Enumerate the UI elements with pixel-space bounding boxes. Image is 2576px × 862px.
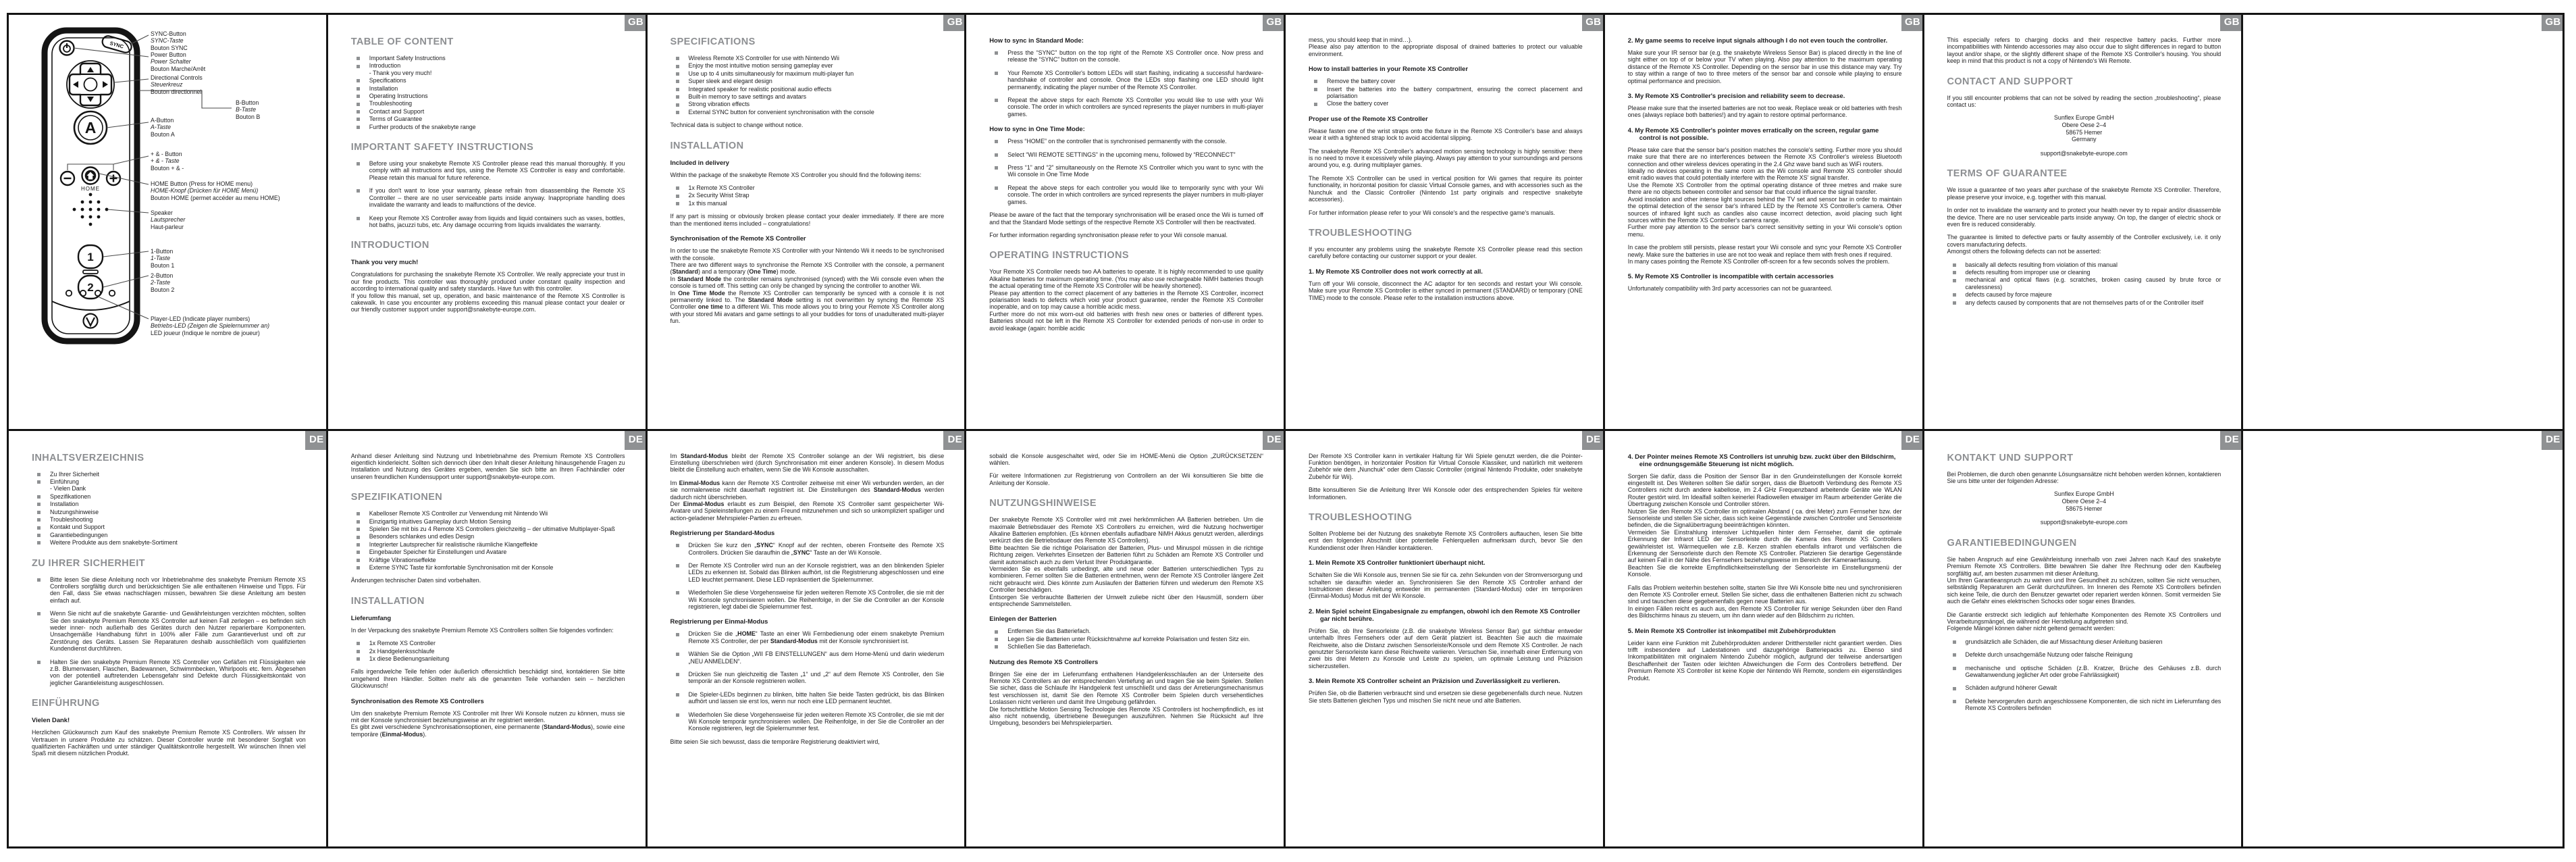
paragraph: Within the package of the snakebyte Remote XS Controller you should find the following items:: [670, 171, 922, 178]
page-gb-guarantee: [1924, 15, 2244, 431]
paragraph: Der Remote XS Controller kann in vertikaler Haltung für Wii Spiele genutzt werden, die die Pointer-Funktion benötigen, in horizontaler Position für Virtual Console Klassiker, und natürlich mit weiterem Zubehör wie dem „Nunchuk“ oder dem Classic Controller (original Nintendo Produkte, oder snakebyte Zubehör für Wii).: [1309, 452, 1583, 480]
diagram-label-fr: Haut-parleur: [151, 223, 184, 230]
list-item: Garantiebedingungen: [32, 532, 306, 538]
diagram-label: [151, 30, 244, 51]
page-content: [1309, 453, 1583, 705]
list-item: Troubleshooting: [32, 516, 306, 523]
list-item: Die Spieler-LEDs beginnen zu blinken, bitte halten Sie beide Tasten gedrückt, bis das Blinken aufhört und lassen sie erst los, wenn nur noch eine LED permanent leuchtet.: [671, 691, 945, 705]
page-gb-batteries: [1286, 15, 1605, 431]
page-content: [989, 36, 1263, 332]
list-item: Drücken Sie nun gleichzeitig die Tasten „1“ und „2“ auf dem Remote XS Controller, den Sie temporär an der Konsole registrieren wollen.: [671, 671, 945, 685]
list-item: Installation: [351, 85, 625, 92]
list-item: Built-in memory to save settings and avatars: [671, 93, 945, 100]
paragraph: The snakebyte Remote XS Controller's advanced motion sensing technology is highly sensitive: there is no need to move it excessively while playing. Always pay attention to your surroundings and persons around you, e.g. during multiplayer games.: [1309, 147, 1583, 169]
sync-button-label: SYNC: [109, 40, 125, 50]
diagram-label-de: 2-Taste: [151, 279, 171, 286]
paragraph: Sollten Probleme bei der Nutzung des snakebyte Remote XS Controllers auftauchen, lesen Sie bitte erst den folgenden Abschnitt über potentielle Fehlerquellen aufmerksam durch, bevor Sie den Kundendienst oder Ihren Händler kontaktieren.: [1309, 530, 1583, 551]
sub-heading: Included in delivery: [670, 158, 730, 166]
section-heading: OPERATING INSTRUCTIONS: [989, 250, 1129, 261]
list-item: Before using your snakebyte Remote XS Controller please read this manual thoroughly. If you comply with all instructions and tips, using the Remote XS Controller is easy and comfortable. Please retain this manual for future reference.: [351, 160, 625, 181]
list-item: Entfernen Sie das Batteriefach.: [989, 628, 1263, 634]
lang-tab-gb: GB: [1582, 15, 1605, 31]
bullet-list: [1947, 261, 2222, 306]
paragraph: If you encounter any problems using the snakebyte Remote XS Controller please read this section carefully before contacting our customer support or your dealer.: [1309, 245, 1583, 260]
sub-heading: Synchronisation of the Remote XS Controller: [670, 234, 806, 243]
page-content: [671, 453, 945, 746]
sub-heading: 5. Mein Remote XS Controller ist inkompatibel mit Zubehörprodukten: [1627, 626, 1836, 634]
list-item: Der Remote XS Controller wird nun an der Konsole registriert, was an den blinkenden Spieler LEDs zu erkennen ist. Sobald das Blinken aufhört, ist die Registrierung abgeschlossen und eine LED leuchtet permanent. Diese LED repräsentiert die Spielernummer.: [671, 562, 945, 583]
list-item: Kontakt und Support: [32, 524, 306, 530]
list-item: Press “HOME” on the controller that is synchronised permanently with the console.: [989, 138, 1263, 145]
list-item: Spielen Sie mit bis zu 4 Remote XS Controllers gleichzeitig – der ultimative Multiplayer-Spaß: [351, 526, 625, 532]
page-content: [1947, 36, 2222, 306]
diagram-label-de: Betriebs-LED (Zeigen die Spielernummer an): [151, 322, 270, 330]
centered-block: Sunflex Europe GmbH Obere Oese 2–4 58675 Hemer: [2053, 490, 2114, 512]
paragraph: Falls irgendwelche Teile fehlen oder äußerlich offensichtlich beschädigt sind, kontaktieren Sie bitte umgehend Ihren Händler. Sollten mehr als die genannten Teile vorhanden sein – herzlichen Glückwunsch!: [350, 668, 625, 690]
list-item: basically all defects resulting from violation of this manual: [1947, 261, 2222, 268]
paragraph: Änderungen technischer Daten sind vorbehalten.: [350, 577, 481, 584]
section-heading: IMPORTANT SAFETY INSTRUCTIONS: [350, 142, 534, 153]
list-item: Insert the batteries into the battery compartment, ensuring the correct placement and polarisation: [1309, 86, 1583, 100]
diagram-label-en: Directional Controls: [151, 74, 203, 81]
page-gb-blank: [2243, 15, 2562, 431]
diagram-label-fr: Bouton + & -: [151, 164, 184, 172]
sub-heading: 2. Mein Spiel scheint Eingabesignale zu empfangen, obwohl ich den Remote XS Controller gar nicht berühre.: [1309, 607, 1581, 622]
paragraph: For further information regarding synchronisation please refer to your Wii console manual.: [989, 231, 1228, 238]
lang-tab-de: DE: [2542, 431, 2562, 450]
list-item: Repeat the above steps for each controller you would like to temporarily sync with your Wii console. The order in which controllers are synced represents the player numbers in multi-player games.: [989, 184, 1263, 205]
list-item: Terms of Guarantee: [351, 116, 625, 122]
lang-tab-gb: GB: [943, 15, 966, 31]
paragraph: Die Garantie erstreckt sich lediglich auf fehlerhafte Komponenten des Remote XS Controllers und Verarbeitungsmängel, die während der Herstellung aufgetreten sind. Folgende Mängel können daher nicht geltend gemacht werden:: [1947, 611, 2222, 632]
paragraph: Anhand dieser Anleitung sind Nutzung und Inbetriebnahme des Premium Remote XS Controllers eigentlich kinderleicht. Sollten sich dennoch über den Inhalt dieser Anleitung hinausgehende Fragen zu Installation und Nutzung des Gerätes ergeben, wenden Sie sich bitte an Ihren Fachhändler oder unseren freundlichen Kundensupport unter support@snakebyte-europe.com.: [350, 452, 625, 480]
diagram-label-en: Power Button: [151, 51, 186, 58]
paragraph: Schalten Sie die Wii Konsole aus, trennen Sie sie für ca. zehn Sekunden von der Stromversorgung und schalten sie daraufhin wieder an. Synchronisieren Sie den Remote XS Controller anhand der Instruktionen dieser Anleitung entweder im permanenten (Standard-Modus) oder im temporären (Einmal-Modus) Modus mit der Wii Konsole.: [1309, 572, 1583, 600]
diagram-label: [151, 180, 326, 201]
diagram-label-fr: Bouton 2: [151, 286, 175, 293]
section-heading: INSTALLATION: [350, 595, 425, 607]
page-content: [32, 453, 306, 757]
list-item: Select “WII REMOTE SETTINGS” in the upcoming menu, followed by “RECONNECT”: [989, 151, 1263, 158]
page-content: [989, 453, 1263, 727]
diagram-label: [151, 117, 244, 138]
lang-tab-de: DE: [625, 431, 648, 450]
list-item: grundsätzlich alle Schäden, die auf Missachtung dieser Anleitung basieren: [1947, 638, 2222, 645]
section-heading: CONTACT AND SUPPORT: [1947, 76, 2073, 87]
section-heading: NUTZUNGSHINWEISE: [989, 498, 1097, 509]
list-item: Wenn Sie nicht auf die snakebyte Garantie- und Gewährleistungen verzichten möchten, sollten Sie den snakebyte Premium Remote XS Controller auf keinen Fall zerlegen – es befinden sich weder inner- noch außerhalb des Gerätes durch den Nutzer reparierbare Komponenten. Unsachgemäße Handhabung führt in 100% aller Fälle zum Garantieverlust und oft zur Zerstörung des Geräts. Lassen Sie Reparaturen deshalb ausschließlich vom qualifizierten Kundendienst durchführen.: [32, 610, 306, 652]
list-item: 1x this manual: [671, 200, 945, 207]
list-item: Your Remote XS Controller's bottom LEDs will start flashing, indicating a successful hardware-handshake of controller and console. Once the LEDs stop flashing one LED should light permanently, indicating the player number of the Remote XS Controller.: [989, 70, 1263, 91]
list-item: Halten Sie den snakebyte Premium Remote XS Controller von Gefäßen mit Flüssigkeiten wie z.B. Blumenvasen, Flaschen, Badewannen, Schwimmbecken, Whirlpools etc. fern. Abgesehen von der potentiell auftretenden Lebensgefahr sind Defekte durch Flüssigkeitskontakt von jeglicher Garantieleistung ausgeschlossen.: [32, 659, 306, 687]
paragraph: Um den snakebyte Premium Remote XS Controller mit Ihrer Wii Konsole nutzen zu können, muss sie mit der Konsole synchronisiert beziehungsweise an ihr registriert werden. Es gibt zwei verschiedene Synchronisationsoptionen, eine permanente (Standard-Modus), sowie eine temporäre (Einmal-Modus).: [350, 709, 625, 738]
list-item: Keep your Remote XS Controller away from liquids and liquid containers such as vases, bottles, hot baths, jacuzzi tubs, etc. Any damage occurring from liquids invalidates the warranty.: [351, 215, 625, 229]
section-heading: TABLE OF CONTENT: [350, 36, 454, 47]
list-item: Einzigartig intuitives Gameplay durch Motion Sensing: [351, 518, 625, 525]
brand-logo-icon: [84, 314, 98, 328]
section-heading: ZU IHRER SICHERHEIT: [32, 557, 145, 569]
page-content: [1309, 36, 1583, 301]
section-heading: TERMS OF GUARANTEE: [1947, 168, 2068, 180]
paragraph: The guarantee is limited to defective parts or faulty assembly of the Controller exclusively, i.e. it only covers manufacturing defects. Amongst others the following defects can not be asserted:: [1947, 234, 2222, 255]
page-de-toc: [9, 431, 328, 847]
section-heading: INSTALLATION: [670, 140, 744, 151]
list-item: Einführung - Vielen Dank: [32, 478, 306, 492]
list-item: Legen Sie die Batterien unter Rücksichtnahme auf korrekte Polarisation und festen Sitz ein.: [989, 636, 1263, 642]
diagram-label-fr: Bouton Marche/Arrêt: [151, 65, 206, 72]
list-item: If you don't want to lose your warranty, please refrain from disassembling the Remote XS Controller – there are no user serviceable parts inside anyway. Inappropriate handling does invalidate the warranty and leads to malfunctions of the device.: [351, 187, 625, 208]
bullet-list: [351, 160, 625, 228]
lang-tab-gb: GB: [2220, 15, 2243, 31]
paragraph: Bei Problemen, die durch oben genannte Lösungsansätze nicht behoben werden können, kontaktieren Sie uns bitte unter der folgenden Adresse:: [1947, 470, 2222, 484]
sub-heading: 2. My game seems to receive input signals although I do not even touch the controller.: [1627, 36, 1888, 44]
sub-heading: Registrierung per Standard-Modus: [670, 529, 775, 537]
diagram-label: [151, 209, 244, 230]
centered-block: support@snakebyte-europe.com: [2040, 519, 2128, 526]
sub-heading: Lieferumfang: [350, 613, 392, 622]
sub-heading: Proper use of the Remote XS Controller: [1309, 114, 1428, 122]
diagram-label-en: A-Button: [151, 117, 174, 124]
dpad-icon: [67, 61, 114, 108]
list-item: Contact and Support: [351, 108, 625, 115]
paragraph: Sorgen Sie dafür, dass die Position der Sensor Bar in den Grundeinstellungen der Konsole korrekt eingestellt ist. Des Weiteren sollten Sie dafür sorgen, dass die Bluetooth Verbindung des Remote XS Controllers nicht durch andere kabellose, im 2.4 GHz Frequenzband arbeitende Geräte wie WLAN Router gestört wird. Im Idealfall sollten keinerlei Radiowellen etwaiger im Raum arbeitender Geräte die Übertragung zwischen Konsole und Controller stören. Nutzen Sie den Remote XS Controller im optimalen Abstand ( ca. drei Meter) zum Fernseher bzw. der Sensorleiste und stellen Sie sicher, dass sich keine Gegenstände zwischen Controller und Sensorleiste befinden, die die Signalübertragung beeinträchtigen könnten. Vermeiden Sie Einstrahlung intensiver Lichtquellen hinter dem Fernseher, damit die optimale Erkennung der Infrarot LED der Sensorleiste durch die Kamera des Remote XS Controllers gewährleistet ist. Wärmequellen wie z.B. Kerzen strahlen ebenfalls infrarot und verfälschen die Erkennung der Sensorleiste durch den Remote XS Controller. Platzieren Sie derartige Gegenstände auf keinen Fall in der Nähe des Fernsehers beziehungsweise im Bereich der Kameraerfassung. Beachten Sie die korrekte Empfindlichkeitseinstellung der Sensorleiste im Einstellungsmenü der Konsole.: [1627, 472, 1902, 578]
list-item: mechanical and optical flaws (e.g. scratches, broken casing caused by brute force or carelessness): [1947, 276, 2222, 290]
centered-block: support@snakebyte-europe.com: [2040, 149, 2128, 157]
diagram-label-de: Steuerkreuz: [151, 81, 183, 88]
paragraph: Bringen Sie eine der im Lieferumfang enthaltenen Handgelenksschlaufen an der Unterseite des Remote XS Controllers an der entsprechenden Vertiefung an und tragen Sie sie beim Spielen. Stellen Sie sicher, dass die Schlaufe Ihr Handgelenk fest umschließt und dass der Arretierungsmechanismus fest verschlossen ist, damit Sie den Remote XS Controller beim Spielen durch versehentliches Loslassen nicht verlieren und damit Ihre Umgebung gefährden. Die fortschrittliche Motion Sensing Technologie des Remote XS Controllers ist hochempfindlich, es ist also nicht notwendig, übertriebene Bewegungen auszuführen. Nehmen Sie Rücksicht auf Ihre Umgebung, besonders bei Mehrspielerpartien.: [989, 670, 1263, 727]
list-item: Integrierter Lautsprecher für realistische räumliche Klangeffekte: [351, 541, 625, 548]
paragraph: Bitte konsultieren Sie die Anleitung Ihrer Wii Konsole oder des entsprechenden Spieles für weitere Informationen.: [1309, 486, 1583, 501]
bullet-list: [989, 628, 1263, 650]
paragraph: Der snakebyte Remote XS Controller wird mit zwei herkömmlichen AA Batterien betrieben. Um die maximale Betriebsdauer des Remote XS Controllers zu erreichen, wird die Nutzung hochwertiger Alkaline Batterien empfohlen. (Es können ebenfalls aufladbare NiMH Akkus genutzt werden, allerdings verkürzt dies die Betriebsdauer des Remote XS Controllers). Bitte beachten Sie die richtige Polarisation der Batterien, Plus- und Minuspol müssen in die richtige Richtung zeigen. Verkehrtes Einsetzen der Batterien führt zu Schäden am Remote XS Controller und damit automatisch auch zu dem Verlust Ihrer Produktgarantie. Vermeiden Sie es ebenfalls unbedingt, alte und neue oder Batterien unterschiedlichen Typs zu kombinieren. Ferner sollten Sie die Batterien entnehmen, wenn der Remote XS Controller längere Zeit nicht gebraucht wird. Dies könnte zum Auslaufen der Batterien führen und wiederum den Remote XS Controller beschädigen. Entsorgen Sie verbrauchte Batterien der Umwelt zuliebe nicht über den Hausmüll, sondern über entsprechende Sammelstellen.: [989, 516, 1263, 607]
paragraph: For further information please refer to your Wii console's and the respective game's manuals.: [1309, 209, 1555, 216]
paragraph: Im Standard-Modus bleibt der Remote XS Controller solange an der Wii registriert, bis diese Einstellung überschrieben wird (durch Synchronisation mit einer anderen Konsole). In diesem Modus bleibt die Einstellung auch erhalten, wenn Sie die Wii Konsole ausschalten.: [670, 452, 945, 474]
diagram-label-de: + & - Taste: [151, 157, 180, 165]
button-2-glyph: 2: [87, 281, 94, 294]
section-heading: TROUBLESHOOTING: [1309, 511, 1413, 523]
section-heading: GARANTIEBEDINGUNGEN: [1947, 537, 2077, 549]
list-item: Schäden aufgrund höherer Gewalt: [1947, 684, 2222, 691]
list-item: Drücken Sie die „HOME“ Taste an einer Wii Fernbedienung oder einem snakebyte Premium Remote XS Controller, der per Standard-Modus mit der Konsole synchronisiert ist.: [671, 630, 945, 644]
list-item: Use up to 4 units simultaneously for maximum multi-player fun: [671, 70, 945, 77]
paragraph: mess, you should keep that in mind…). Please also pay attention to the appropriate disposal of drained batteries to protect our valuable environment.: [1309, 36, 1583, 57]
diagram-label-de: 1-Taste: [151, 255, 171, 262]
paragraph: Your Remote XS Controller needs two AA batteries to operate. It is highly recommended to use quality Alkaline batteries for maximum operating time. (You may also use rechargeable NiMH batteries though the actual operating time of the Remote XS Controller will be heavily shortened). Please pay attention to the correct placement of any batteries in the Remote XS Controller, incorrect polarisation leads to defects which void your product guarantee, render the Remote XS Controller inoperable, and on top may cause a horrible acidic mess. Further more do not mix worn-out old batteries with fresh new ones or batteries of different types. Batteries should not be left in the Remote XS Controller for extended periods of non-use in order to avoid leakage (again: horrible acidic: [989, 268, 1263, 332]
minus-button-icon: [61, 172, 74, 185]
list-item: Strong vibration effects: [671, 101, 945, 107]
speaker-grill-icon: [73, 193, 109, 226]
list-item: defects resulting from improper use or cleaning: [1947, 269, 2222, 276]
list-item: Super sleek and elegant design: [671, 78, 945, 84]
diagram-label: [151, 248, 244, 269]
paragraph: In order to use the snakebyte Remote XS Controller with your Nintendo Wii it needs to be synchronised with the console. There are two different ways to synchronise the Remote XS Controller with the console, a permanent (Standard) and a temporary (One Time) mode. In Standard Mode the controller remains synchronised (synced) with the Wii console even when the console is turned off. This setting can only be changed by syncing the controller to another Wii. In One Time Mode the Remote XS Controller can temporarily be synced with a console it is not permanently linked to. The Standard Mode setting is not overwritten by syncing the Remote XS Controller one time to a different Wii. This mode allows you to bring your Remote XS Controller along with your stored Mii avatars and game settings to all your buddies for tons of unadulterated multi-player fun.: [670, 247, 945, 325]
list-item: Nutzungshinweise: [32, 509, 306, 515]
diagram-label: [151, 315, 326, 336]
list-item: Specifications: [351, 77, 625, 84]
diagram-label-fr: Bouton A: [151, 130, 175, 138]
sub-heading: 3. My Remote XS Controller's precision and reliability seem to decrease.: [1627, 92, 1845, 100]
diagram-label-de: B-Taste: [236, 106, 256, 113]
list-item: Troubleshooting: [351, 100, 625, 107]
page-de-specs: [328, 431, 648, 847]
paragraph: If you still encounter problems that can not be solved by reading the section „troubleshooting“, please contact us:: [1947, 94, 2222, 109]
button-1-glyph: 1: [87, 251, 94, 263]
diagram-label-fr: Bouton SYNC: [151, 44, 188, 51]
diagram-label: [151, 272, 244, 293]
bullet-list: [671, 630, 945, 732]
section-heading: INTRODUCTION: [350, 240, 429, 251]
sub-heading: 3. Mein Remote XS Controller scheint an Präzision und Zuverlässigkeit zu verlieren.: [1309, 677, 1560, 685]
list-item: Besonders schlankes und edles Design: [351, 533, 625, 540]
diagram-label-de: SYNC-Taste: [151, 37, 184, 45]
list-item: any defects caused by components that are not themselves parts of or the Controller itself: [1947, 299, 2222, 306]
paragraph: Leider kann eine Funktion mit Zubehörprodukten anderer Dritthersteller nicht garantiert werden. Dies trifft insbesondere auf Ladestationen und dazugehörige Batteriepacks zu. Ebenso sind Inkompatibilitäten mit originalem Nintendo Zubehör möglich, aufgrund der teilweise andersartigen Beschaffenheit der Tasten oder leichten Abweichungen die Form des Controllers betreffend. Der Premium Remote XS Controller ist keine Kopie der Nintendo Wii Remote, sondern ein eigenständiges Produkt.: [1627, 639, 1902, 682]
list-item: Zu Ihrer Sicherheit: [32, 471, 306, 478]
paragraph: Sie haben Anspruch auf eine Gewährleistung innerhalb von zwei Jahren nach Kauf des snakebyte Premium Remote XS Controllers. Bitte bewahren Sie daher Ihre Rechnung oder den Kaufbeleg sorgfältig auf, am besten zusammen mit dieser Anleitung. Um Ihren Garantieanspruch zu wahren und Ihre Gesundheit zu schützen, sollten Sie nicht versuchen, selbständig Reparaturen am Gerät durchzuführen. Im Inneren des Remote XS Controllers befinden sich keine Teile, die durch den Benutzer gewartet oder repariert werden können. Somit vermeiden Sie auch die Gefahr eines elektrischen Schocks oder sogar eines Brandes.: [1947, 555, 2222, 605]
sub-heading: 1. My Remote XS Controller does not work correctly at all.: [1309, 267, 1483, 275]
diagram-label: [236, 99, 328, 120]
a-button-glyph: A: [84, 119, 97, 136]
diagram-label-en: 2-Button: [151, 272, 174, 279]
paragraph: Please be aware of the fact that the temporary synchronisation will be erased once the Wii is turned off and that the Standard Mode settings of the respective Remote XS Controller will then be reactivated.: [989, 211, 1263, 226]
centered-block: Sunflex Europe GmbH Obere Oese 2–4 58675 Hemer Germany: [2053, 114, 2114, 143]
paragraph: Please make sure that the inserted batteries are not too weak. Replace weak or old batteries with fresh ones (always replace both batteries!) and try again to restore optimal performance.: [1627, 105, 1902, 119]
lang-tab-gb: GB: [2542, 15, 2562, 31]
manual-sheet: [7, 13, 2565, 848]
sub-heading: 5. My Remote XS Controller is incompatible with certain accessories: [1627, 272, 1834, 280]
plus-button-icon: [107, 172, 120, 185]
section-heading: TROUBLESHOOTING: [1309, 227, 1413, 238]
list-item: 2x Security Wrist Strap: [671, 192, 945, 199]
list-item: mechanische und optische Schäden (z.B. Kratzer, Brüche des Gehäuses z.B. durch Gewaltanwendung jeglicher Art oder grobe Fahrlässigkeit): [1947, 665, 2222, 679]
page-content: [351, 36, 625, 313]
diagram-label-en: Speaker: [151, 209, 173, 216]
list-item: Drücken Sie kurz den „SYNC“ Knopf auf der rechten, oberen Frontseite des Remote XS Controllers. Drücken Sie daraufhin die „SYNC“ Taste an der Wii Konsole.: [671, 542, 945, 556]
list-item: 1x diese Bedienungsanleitung: [351, 655, 625, 662]
home-button-label: HOME: [81, 186, 100, 192]
page-gb-specs: [648, 15, 967, 431]
paragraph: This especially refers to charging docks and their respective battery packs. Further more incompatibilities with Nintendo accessories may also occur due to slight differences in regard to button layout and/or shape, or the slightly different shape of the Remote XS Controller's housing. You should keep in mind that this product is not a copy of Nintendo's Wii Remote.: [1947, 36, 2222, 65]
list-item: Installation: [32, 501, 306, 507]
paragraph: In der Verpackung des snakebyte Premium Remote XS Controllers sollten Sie folgendes vorfinden:: [350, 626, 614, 634]
diagram-label: [151, 51, 244, 72]
list-item: Spezifikationen: [32, 493, 306, 500]
list-item: defects caused by force majeure: [1947, 291, 2222, 298]
page-content: [671, 36, 945, 325]
paragraph: Make sure your IR sensor bar (e.g. the snakebyte Wireless Sensor Bar) is placed directly in the line of sight either on top of or below your TV when playing. Also pay attention to the maximum operating distance of the Remote XS Controller. Depending on the sensor bar in use this distance may vary. Try to stay within a range of two to three meters of the sensor bar and console while playing to ensure optimal performance and precision.: [1627, 49, 1902, 84]
page-de-blank: [2243, 431, 2562, 847]
paragraph: In case the problem still persists, please restart your Wii console and sync your Remote XS Controller newly. Make sure the batteries in use are not too weak and replace them with fresh ones if required. In many cases pointing the Remote XS Controller off-screen for a few seconds solves the problem.: [1627, 244, 1902, 265]
diagram-label: [151, 74, 244, 95]
bullet-list: [351, 55, 625, 130]
paragraph: Unfortunately compatibility with 3rd party accessories can not be guaranteed.: [1627, 285, 1833, 293]
paragraph: In order not to invalidate the warranty and to protect your health never try to repair and/or disassemble the device. There are no user serviceable parts inside anyway. On top, the danger of electric shock or even fire is reduced considerably.: [1947, 207, 2222, 228]
sub-heading: How to sync in One Time Mode:: [989, 125, 1085, 133]
section-heading: EINFÜHRUNG: [32, 698, 100, 709]
paragraph: Please take care that the sensor bar's position matches the console's setting. Further more you should make sure that there are no interferences between the Remote XS Controller's wireless Bluetooth connection and other wireless devices operating in the 2.4 Ghz wave band such as WiFi routers. Ideally no devices operating in the same room as the Wii console and Remote XS controller should emit radio waves that could potentially interfere with the Remote XS' signal transfer. Use the Remote XS Controller from the optimal operating distance of three metres and make sure there are no objects between controller and sensor bar that could influence the signal transfer. Avoid insolation and other intense light sources behind the TV set and sensor bar in order to maintain the optimal detection of the sensor bar's infrared LED by the Remote XS Controller's camera. Other sources of infrared light such as candles also cause incorrect detection, avoid placing such light sources within the Remote XS Controller's camera range. Further more pay attention to the sensor bar's correct sensitivity setting in your Wii console's option menu.: [1627, 146, 1902, 238]
list-item: Integrated speaker for realistic positional audio effects: [671, 86, 945, 93]
list-item: Eingebauter Speicher für Einstellungen und Avatare: [351, 549, 625, 555]
bullet-list: [351, 640, 625, 662]
page-gb-troubleshooting: [1605, 15, 1924, 431]
list-item: Close the battery cover: [1309, 100, 1583, 107]
sub-heading: 4. Der Pointer meines Remote XS Controllers ist unruhig bzw. zuckt über den Bildschirm, eine ordnungsgemäße Steuerung ist nicht möglich.: [1627, 452, 1896, 467]
paragraph: Für weitere Informationen zur Registrierung von Controllern an der Wii konsultieren Sie bitte die Anleitung der Konsole.: [989, 472, 1263, 486]
lang-tab-de: DE: [2220, 431, 2243, 450]
paragraph: Bitte seien Sie sich bewusst, dass die temporäre Registrierung deaktiviert wird,: [670, 738, 880, 745]
bullet-list: [32, 471, 306, 547]
paragraph: Turn off your Wii console, disconnect the AC adaptor for ten seconds and restart your Wii console. Make sure your Remote XS Controller is either synced in permanent (STANDARD) or temporary (ONE TIME) mode to the console. Please refer to the installation instructions above.: [1309, 280, 1583, 301]
list-item: Press “1” and “2” simultaneously on the Remote XS Controller which you want to sync with the Wii console in One Time Mode: [989, 164, 1263, 178]
diagram-label-en: 1-Button: [151, 248, 174, 255]
paragraph: Technical data is subject to change without notice.: [670, 122, 804, 129]
paragraph: Falls das Problem weiterhin bestehen sollte, starten Sie Ihre Wii Konsole bitte neu und synchronisieren den Remote XS Controller erneut. Stellen Sie sicher, dass die enthaltenen Batterien nicht zu schwach sind und tauschen diese gegebenenfalls gegen neue Batterien aus. In einigen Fällen reicht es auch aus, den Remote XS Controller für wenige Sekunden über den Rand des Bildschirms hinaus zu steuern, um ihn dann wieder auf den Bildschirm zu richten.: [1627, 584, 1902, 619]
page-content: [351, 453, 625, 738]
diagram-label-de: A-Taste: [151, 124, 171, 131]
lang-tab-de: DE: [1901, 431, 1924, 450]
diagram-label-de: Lautsprecher: [151, 216, 186, 224]
paragraph: Prüfen Sie, ob Ihre Sensorleiste (z.B. die snakebyte Wireless Sensor Bar) gut sichtbar entweder unterhalb Ihres Fernsehers oder auf dem Gerät platziert ist. Beachten Sie auch die maximale Reichweite, also die Distanz zwischen Sensorleiste/Konsole und dem Remote XS Controller. Je nach genutzter Sensorleiste kann diese Reichweite variieren. Versuchen Sie, innerhalb einer Entfernung von zwei bis drei Metern zu Konsole und Leiste zu spielen, um optimale Leistung und Präzision sicherzustellen.: [1309, 627, 1583, 669]
paragraph: Herzlichen Glückwunsch zum Kauf des snakebyte Premium Remote XS Controllers. Wir wissen Ihr Vertrauen in unsere Produkte zu schätzen. Dieser Controller wurde mit besonderer Sorgfalt von qualifizierten Fachkräften und unter ständiger Qualitätskontrolle hergestellt. Wir wünschen Ihnen viel Spaß mit diesem nützlichen Produkt.: [32, 729, 306, 757]
list-item: Wireless Remote XS Controller for use with Nintendo Wii: [671, 55, 945, 61]
list-item: 1x Remote XS Controller: [351, 640, 625, 646]
sub-heading: Nutzung des Remote XS Controllers: [989, 657, 1099, 665]
page-content: [1628, 453, 1902, 682]
page-de-usage: [966, 431, 1286, 847]
bullet-list: [351, 510, 625, 571]
paragraph: sobald die Konsole ausgeschaltet wird, oder Sie im HOME-Menü die Option „ZURÜCKSETZEN“ wählen.: [989, 452, 1263, 466]
lang-tab-de: DE: [943, 431, 966, 450]
sub-heading: Einlegen der Batterien: [989, 615, 1057, 623]
diagram-label-fr: Bouton HOME (permet accéder au menu HOME): [151, 194, 280, 201]
diagram-label-en: SYNC-Button: [151, 30, 186, 37]
lang-tab-de: DE: [1582, 431, 1605, 450]
diagram-label-en: + & - Button: [151, 151, 182, 157]
section-heading: INHALTSVERZEICHNIS: [32, 452, 144, 463]
diagram-label-fr: Bouton 1: [151, 261, 175, 269]
list-item: Operating Instructions: [351, 93, 625, 99]
lang-tab-gb: GB: [1901, 15, 1924, 31]
list-item: Repeat the above steps for each Remote XS Controller you would like to use with your Wii console. The order in which controllers are synced represents the player numbers in multi-player games.: [989, 97, 1263, 118]
bullet-list: [1309, 78, 1583, 107]
list-item: Weitere Produkte aus dem snakebyte-Sortiment: [32, 539, 306, 546]
page-de-guarantee: [1924, 431, 2244, 847]
list-item: Important Safety Instructions: [351, 55, 625, 61]
paragraph: We issue a guarantee of two years after purchase of the snakebyte Remote XS Controller. Therefore, please preserve your invoice, e.g. together with this manual.: [1947, 186, 2222, 201]
list-item: Defekte durch unsachgemäße Nutzung oder falsche Reinigung: [1947, 651, 2222, 658]
lang-tab-gb: GB: [1263, 15, 1286, 31]
list-item: Wiederholen Sie diese Vorgehensweise für jeden weiteren Remote XS Controller, die sie mit der Wii Konsole synchronisieren wollen. Die Reihenfolge, in der Sie die Controller an der Konsole registrieren, legt dabei die Spielernummer fest.: [671, 589, 945, 610]
diagram-label-en: B-Button: [236, 99, 259, 106]
bullet-list: [1947, 638, 2222, 712]
list-item: Remove the battery cover: [1309, 78, 1583, 84]
list-item: Kabelloser Remote XS Controller zur Verwendung mit Nintendo Wii: [351, 510, 625, 517]
sub-heading: 4. My Remote XS Controller's pointer moves erratically on the screen, regular game control is not possible.: [1627, 126, 1879, 141]
list-item: Enjoy the most intuitive motion sensing gameplay ever: [671, 62, 945, 69]
bullet-list: [671, 542, 945, 610]
diagram-label-fr: Bouton directionnel: [151, 88, 202, 95]
paragraph: Im Einmal-Modus kann der Remote XS Controller zeitweise mit einer Wii verbunden werden, an der sie normalerweise nicht dauerhaft registriert ist. Die Einstellungen des Standard-Modus werden dadurch nicht überschrieben. Der Einmal-Modus erlaubt es zum Beispiel, den Remote XS Controller samt gespeicherter Wii-Avatare und Spieleinstellungen zu einem Freund mitzunehmen und sich so unkompliziert spaßiger und action-geladener Mehrspieler-Partien zu erfreuen.: [670, 479, 945, 522]
paragraph: Congratulations for purchasing the snakebyte Remote XS Controller. We really appreciate your trust in our fine products. This controller was thoroughly produced under constant quality inspection and according to international quality and safety standards. Have fun with this controller. If you follow this manual, set up, operation, and basic maintenance of the Remote XS Controller is cakewalk. In case you encounter any problems exceeding this manual please contact your dealer or our friendly customer support under support@snakebyte-europe.com.: [350, 271, 625, 313]
page-content: [1947, 453, 2222, 712]
sub-heading: Vielen Dank!: [32, 716, 70, 724]
list-item: External SYNC button for convenient synchronisation with the console: [671, 109, 945, 116]
lang-tab-de: DE: [305, 431, 328, 450]
sub-heading: Registrierung per Einmal-Modus: [670, 617, 768, 626]
lang-tab-gb: GB: [625, 15, 648, 31]
bullet-list: [989, 49, 1263, 118]
list-item: Press the “SYNC” button on the top right of the Remote XS Controller once. Now press and release the “SYNC” button on the console.: [989, 49, 1263, 64]
bullet-list: [671, 55, 945, 116]
list-item: Introduction - Thank you very much!: [351, 62, 625, 76]
bullet-list: [32, 576, 306, 687]
page-content: [1628, 36, 1902, 293]
paragraph: Prüfen Sie, ob die Batterien verbraucht sind und ersetzen sie diese gegebenenfalls durch neue. Nutzen Sie stets Batterien gleichen Typs und mischen Sie nicht neue und alte Batterien.: [1309, 690, 1583, 704]
paragraph: The Remote XS Controller can be used in vertical position for Wii games that require its pointer functionality, in horizontal position for classic Virtual Console games, and with accessories such as the Nunchuk and the Classic Controller (Nintendo 1st party originals and respective snakebyte accessories).: [1309, 174, 1583, 203]
home-button-icon: [82, 168, 99, 184]
sub-heading: How to install batteries in your Remote XS Controller: [1309, 65, 1468, 73]
bullet-list: [671, 184, 945, 207]
diagram-label-de: HOME-Knopf (Drücken für HOME Menü): [151, 187, 259, 195]
list-item: Kräftige Vibrationseffekte: [351, 557, 625, 563]
lang-tab-de: DE: [1263, 431, 1286, 450]
list-item: 1x Remote XS Controller: [671, 184, 945, 191]
list-item: Wählen Sie die Option „WII FB EINSTELLUNGEN“ aus dem Home-Menü und darin wiederum „NEU ANMELDEN“.: [671, 651, 945, 665]
list-item: Externe SYNC Taste für komfortable Synchronisation mit der Konsole: [351, 564, 625, 571]
paragraph: Please fasten one of the wrist straps onto the fixture in the Remote XS Controller's base and always wear it with a tightened strap lock to avoid accidental slipping.: [1309, 127, 1583, 142]
section-heading: SPECIFICATIONS: [670, 36, 756, 47]
diagram-label-fr: LED joueur (Indique le nombre de joueur): [151, 329, 260, 336]
sub-heading: How to sync in Standard Mode:: [989, 36, 1084, 44]
page-gb-diagram: [9, 15, 328, 431]
list-item: Further products of the snakebyte range: [351, 124, 625, 130]
page-gb-toc: [328, 15, 648, 431]
paragraph: If any part is missing or obviously broken please contact your dealer immediately. If there are more than the mentioned items included – congratulations!: [670, 213, 945, 227]
sub-heading: 1. Mein Remote XS Controller funktioniert überhaupt nicht.: [1309, 559, 1486, 567]
bullet-list: [989, 138, 1263, 205]
page-de-troubleshooting2: [1605, 431, 1924, 847]
page-gb-sync: [966, 15, 1286, 431]
diagram-label-de: Power Schalter: [151, 58, 191, 66]
page-de-troubleshooting: [1286, 431, 1605, 847]
diagram-label: [151, 151, 244, 172]
diagram-label-en: Player-LED (Indicate player numbers): [151, 315, 251, 322]
sub-heading: Synchronisation des Remote XS Controllers: [350, 696, 484, 705]
diagram-label-en: HOME Button (Press for HOME menu): [151, 180, 253, 187]
list-item: Bitte lesen Sie diese Anleitung noch vor Inbetriebnahme des snakebyte Premium Remote XS Controllers sorgfältig durch und berücksichtigen Sie alle enthaltenen Hinweise und Tipps. Für den Fall, dass Sie etwas nachschlagen müssen, bewahren Sie diese Anleitung am besten einfach auf.: [32, 576, 306, 605]
power-button-icon: [60, 41, 74, 55]
list-item: Wiederholen Sie diese Vorgehensweise für jeden weiteren Remote XS Controller, die sie mit der Wii Konsole temporär synchronisieren wollen. Die Reihenfolge, in der Sie die Controller an der Konsole registrieren, legt die Spielernummer fest.: [671, 711, 945, 732]
list-item: Defekte hervorgerufen durch angeschlossene Komponenten, die sich nicht im Lieferumfang des Remote XS Controllers befinden: [1947, 698, 2222, 712]
section-heading: KONTAKT UND SUPPORT: [1947, 452, 2074, 463]
list-item: Schließen Sie das Batteriefach.: [989, 643, 1263, 650]
sub-heading: Thank you very much!: [350, 258, 419, 266]
list-item: 2x Handgelenksschlaufe: [351, 648, 625, 655]
page-de-sync: [648, 431, 967, 847]
section-heading: SPEZIFIKATIONEN: [350, 492, 443, 503]
diagram-label-fr: Bouton B: [236, 113, 261, 120]
